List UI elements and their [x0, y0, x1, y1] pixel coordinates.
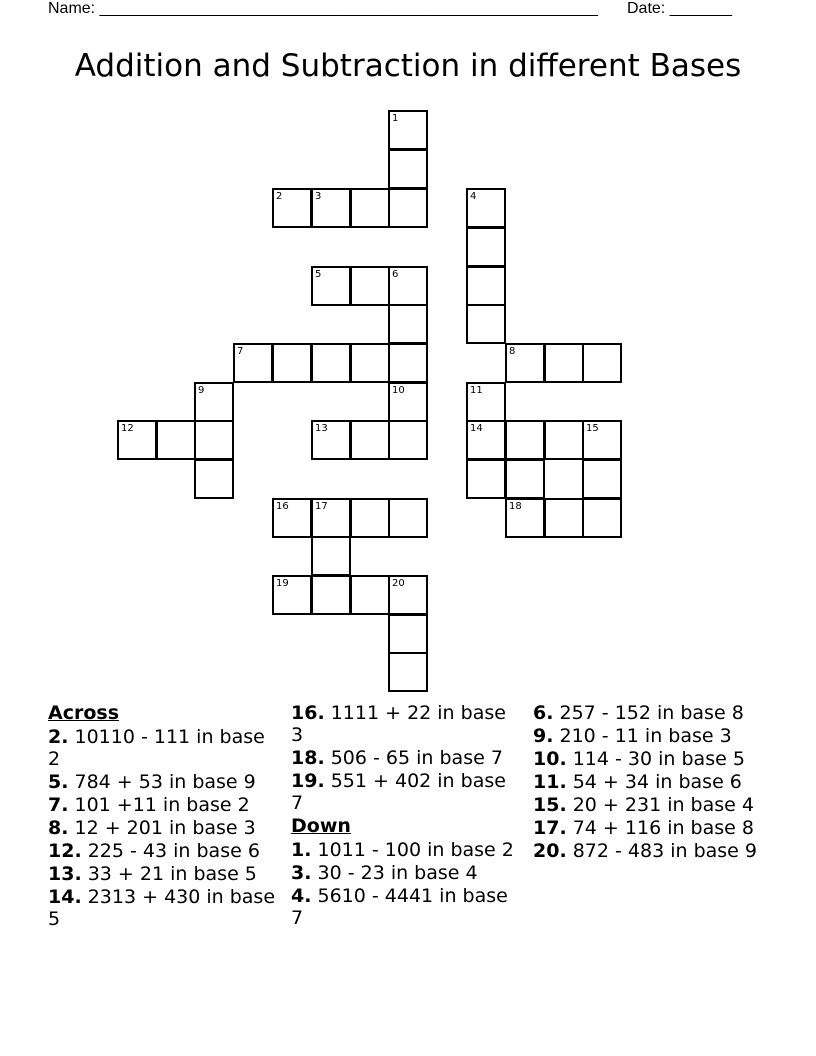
crossword-cell[interactable] — [466, 188, 506, 228]
crossword-cell[interactable] — [582, 343, 622, 383]
clue-number: 12. — [48, 840, 82, 862]
clue-number: 20. — [533, 840, 567, 862]
crossword-cell[interactable] — [388, 652, 428, 692]
crossword-cell[interactable] — [311, 188, 351, 228]
clue-text: 10110 - 111 in base 2 — [48, 726, 265, 770]
crossword-cell[interactable] — [194, 420, 234, 460]
clue-item — [533, 840, 763, 862]
crossword-cell[interactable] — [582, 498, 622, 538]
clue-number: 18. — [291, 747, 325, 769]
crossword-cell[interactable] — [350, 498, 390, 538]
clue-text: 33 + 21 in base 5 — [81, 863, 257, 885]
clue-number: 17. — [533, 817, 567, 839]
clue-text: 74 + 116 in base 8 — [566, 817, 754, 839]
crossword-cell[interactable] — [350, 188, 390, 228]
crossword-cell[interactable] — [505, 498, 545, 538]
clue-text: 20 + 231 in base 4 — [566, 794, 754, 816]
across-clue-list — [48, 726, 278, 930]
clues-column-2 — [291, 702, 521, 930]
crossword-cell[interactable] — [388, 420, 428, 460]
crossword-cell[interactable] — [350, 343, 390, 383]
crossword-cell[interactable] — [350, 420, 390, 460]
cell-number: 14 — [470, 423, 483, 434]
cell-number: 10 — [392, 385, 405, 396]
clue-item — [48, 863, 278, 885]
clue-text: 1111 + 22 in base 3 — [291, 702, 506, 746]
crossword-cell[interactable] — [311, 498, 351, 538]
cell-number: 7 — [237, 346, 244, 357]
crossword-cell[interactable] — [466, 382, 506, 422]
crossword-cell[interactable] — [272, 575, 312, 615]
crossword-cell[interactable] — [582, 420, 622, 460]
cell-number: 6 — [392, 269, 399, 280]
clue-number: 7. — [48, 794, 69, 816]
down-clue-list-continued — [533, 702, 763, 862]
clue-text: 1011 - 100 in base 2 — [311, 839, 514, 861]
crossword-cell[interactable] — [505, 459, 545, 499]
crossword-cell[interactable] — [388, 343, 428, 383]
clue-number: 14. — [48, 886, 82, 908]
clue-item — [48, 840, 278, 862]
cell-number: 9 — [198, 385, 205, 396]
crossword-cell[interactable] — [388, 382, 428, 422]
clues-column-3 — [533, 702, 763, 863]
down-clue-list — [291, 839, 521, 929]
clue-number: 2. — [48, 726, 69, 748]
crossword-cell[interactable] — [388, 498, 428, 538]
crossword-cell[interactable] — [466, 227, 506, 267]
crossword-cell[interactable] — [388, 188, 428, 228]
crossword-cell[interactable] — [466, 266, 506, 306]
clue-number: 15. — [533, 794, 567, 816]
crossword-cell[interactable] — [272, 343, 312, 383]
clue-number: 8. — [48, 817, 69, 839]
crossword-cell[interactable] — [505, 343, 545, 383]
crossword-cell[interactable] — [544, 343, 584, 383]
clue-item — [48, 771, 278, 793]
clue-text: 12 + 201 in base 3 — [68, 817, 256, 839]
clue-text: 506 - 65 in base 7 — [324, 747, 503, 769]
crossword-cell[interactable] — [233, 343, 273, 383]
crossword-cell[interactable] — [311, 536, 351, 576]
clue-number: 6. — [533, 702, 554, 724]
clue-item — [48, 794, 278, 816]
cell-number: 19 — [276, 578, 289, 589]
clue-number: 3. — [291, 862, 312, 884]
crossword-cell[interactable] — [388, 304, 428, 344]
crossword-cell[interactable] — [117, 420, 157, 460]
cell-number: 3 — [315, 191, 322, 202]
clue-item — [533, 794, 763, 816]
crossword-cell[interactable] — [272, 188, 312, 228]
across-heading: Across — [48, 702, 120, 724]
crossword-cell[interactable] — [466, 420, 506, 460]
clue-number: 13. — [48, 863, 82, 885]
crossword-cell[interactable] — [350, 266, 390, 306]
cell-number: 20 — [392, 578, 405, 589]
down-heading: Down — [291, 815, 351, 837]
clue-number: 16. — [291, 702, 325, 724]
clue-number: 19. — [291, 770, 325, 792]
crossword-cell[interactable] — [311, 575, 351, 615]
clue-number: 4. — [291, 885, 312, 907]
cell-number: 11 — [470, 385, 483, 396]
clue-text: 225 - 43 in base 6 — [81, 840, 260, 862]
crossword-cell[interactable] — [194, 459, 234, 499]
clue-number: 11. — [533, 771, 567, 793]
clue-item — [48, 817, 278, 839]
clue-number: 5. — [48, 771, 69, 793]
clue-number: 1. — [291, 839, 312, 861]
page-title: Addition and Subtraction in different Bases — [74, 48, 742, 84]
across-clue-list-continued — [291, 702, 521, 814]
clue-text: 872 - 483 in base 9 — [566, 840, 757, 862]
cell-number: 2 — [276, 191, 283, 202]
cell-number: 13 — [315, 423, 328, 434]
date-field[interactable]: Date: _______ — [627, 0, 732, 17]
crossword-cell[interactable] — [350, 575, 390, 615]
crossword-cell[interactable] — [544, 498, 584, 538]
clue-text: 114 - 30 in base 5 — [566, 748, 745, 770]
clue-item — [291, 839, 521, 861]
clue-item — [291, 770, 521, 814]
crossword-cell[interactable] — [466, 459, 506, 499]
cell-number: 18 — [509, 501, 522, 512]
crossword-cell[interactable] — [311, 420, 351, 460]
cell-number: 8 — [509, 346, 516, 357]
crossword-cell[interactable] — [544, 420, 584, 460]
crossword-cell[interactable] — [466, 304, 506, 344]
crossword-cell[interactable] — [388, 266, 428, 306]
crossword-cell[interactable] — [388, 614, 428, 654]
clue-text: 210 - 11 in base 3 — [553, 725, 732, 747]
crossword-cell[interactable] — [272, 498, 312, 538]
clue-item — [291, 862, 521, 884]
crossword-cell[interactable] — [156, 420, 196, 460]
crossword-cell[interactable] — [388, 110, 428, 150]
cell-number: 15 — [586, 423, 599, 434]
cell-number: 17 — [315, 501, 328, 512]
clue-item — [533, 725, 763, 747]
cell-number: 12 — [121, 423, 134, 434]
clue-item — [48, 726, 278, 770]
clue-item — [533, 771, 763, 793]
clue-item — [291, 885, 521, 929]
clue-item — [533, 748, 763, 770]
clue-text: 54 + 34 in base 6 — [566, 771, 742, 793]
crossword-cell[interactable] — [388, 149, 428, 189]
crossword-cell[interactable] — [582, 459, 622, 499]
clue-item — [291, 747, 521, 769]
clues-column-1 — [48, 702, 278, 931]
cell-number: 1 — [392, 113, 399, 124]
crossword-cell[interactable] — [194, 382, 234, 422]
name-field[interactable]: Name: ________________________________________________________ — [48, 0, 598, 17]
crossword-cell[interactable] — [311, 266, 351, 306]
clue-text: 257 - 152 in base 8 — [553, 702, 744, 724]
clue-item — [533, 817, 763, 839]
clue-item — [48, 886, 278, 930]
cell-number: 5 — [315, 269, 322, 280]
clue-text: 5610 - 4441 in base 7 — [291, 885, 508, 929]
cell-number: 16 — [276, 501, 289, 512]
clue-text: 2313 + 430 in base 5 — [48, 886, 276, 930]
clue-number: 9. — [533, 725, 554, 747]
cell-number: 4 — [470, 191, 477, 202]
crossword-cell[interactable] — [505, 420, 545, 460]
clue-text: 784 + 53 in base 9 — [68, 771, 256, 793]
crossword-cell[interactable] — [311, 343, 351, 383]
clue-item — [291, 702, 521, 746]
clue-item — [533, 702, 763, 724]
crossword-cell[interactable] — [388, 575, 428, 615]
clue-text: 101 +11 in base 2 — [68, 794, 250, 816]
clue-text: 551 + 402 in base 7 — [291, 770, 506, 814]
clue-text: 30 - 23 in base 4 — [311, 862, 478, 884]
clue-number: 10. — [533, 748, 567, 770]
